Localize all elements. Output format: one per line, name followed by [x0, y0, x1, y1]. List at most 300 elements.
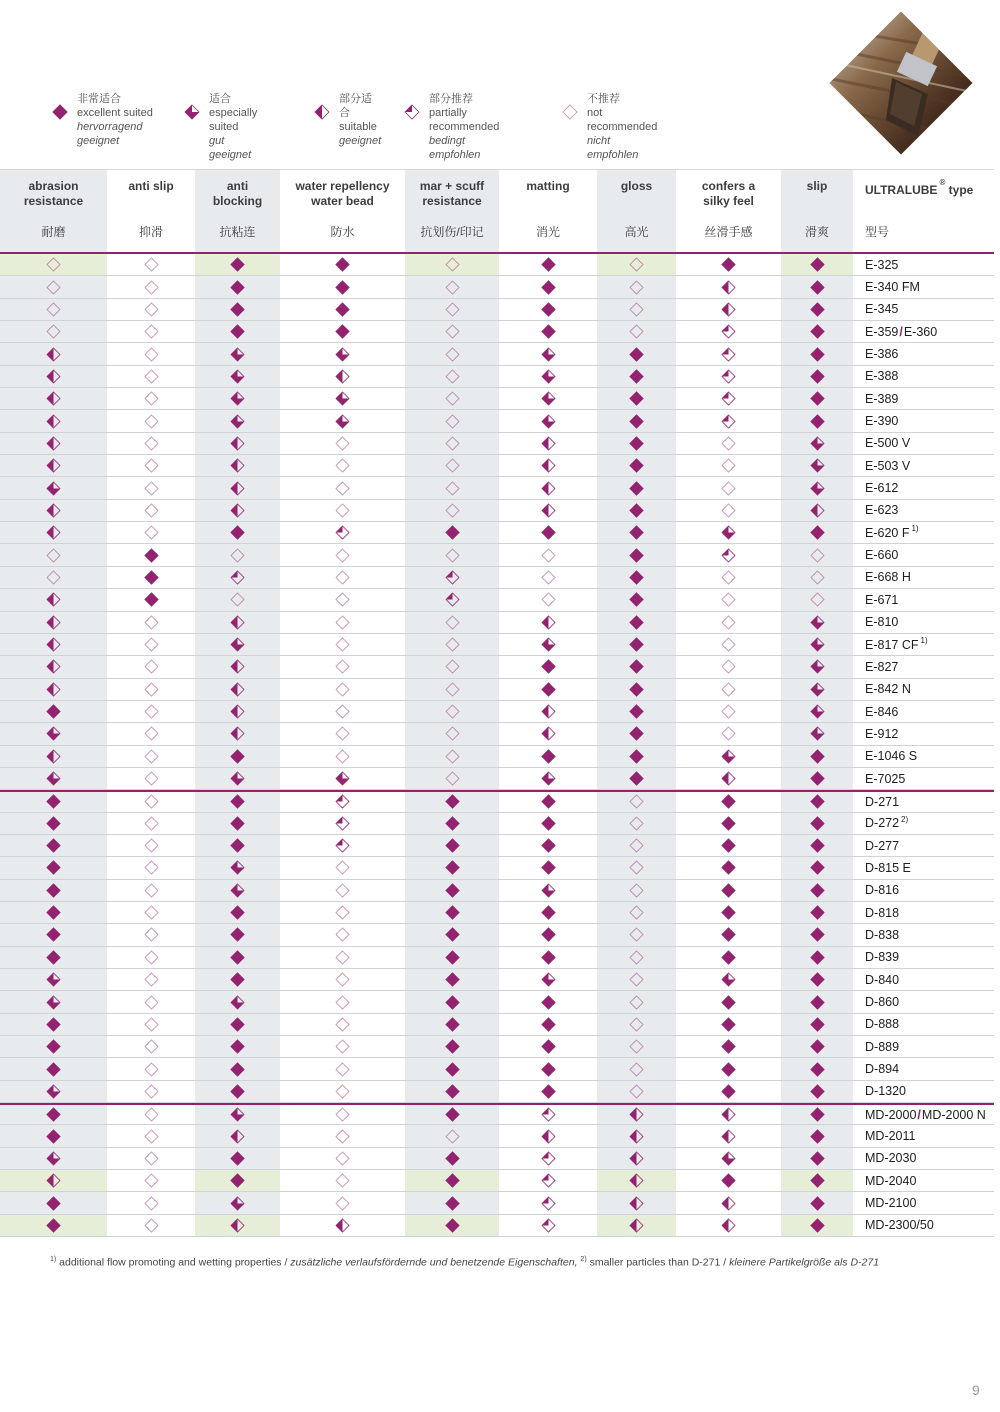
rating-cell	[781, 388, 853, 409]
full-diamond-icon	[445, 883, 460, 898]
rating-cell	[107, 455, 195, 476]
rating-cell	[781, 634, 853, 655]
table-row	[0, 276, 994, 298]
paintbrush-photo	[826, 8, 976, 158]
table-row	[0, 634, 994, 656]
empty-diamond-icon	[445, 704, 460, 719]
full-diamond-icon	[721, 927, 736, 942]
rating-cell	[0, 299, 107, 320]
empty-diamond-icon	[144, 1084, 159, 1099]
column-header	[499, 170, 597, 254]
half-diamond-icon	[46, 637, 61, 652]
rating-cell	[781, 1105, 853, 1124]
rating-cell	[0, 634, 107, 655]
empty-diamond-icon	[629, 995, 644, 1010]
empty-diamond-icon	[445, 1129, 460, 1144]
rating-cell	[0, 567, 107, 588]
rating-cell	[597, 433, 676, 454]
rating-cell	[107, 1215, 195, 1236]
empty-diamond-icon	[230, 592, 245, 607]
full-diamond-icon	[810, 1173, 825, 1188]
full-diamond-icon	[810, 995, 825, 1010]
rating-cell	[195, 902, 280, 923]
table-row	[0, 723, 994, 745]
rating-cell	[676, 991, 781, 1012]
rating-cell	[195, 299, 280, 320]
footnote	[50, 1256, 879, 1269]
half-diamond-icon	[46, 369, 61, 384]
rating-cell	[499, 947, 597, 968]
rating-cell	[781, 455, 853, 476]
rating-cell	[676, 321, 781, 342]
rating-cell	[676, 723, 781, 744]
rating-cell	[499, 500, 597, 521]
rating-cell	[280, 455, 405, 476]
half-diamond-icon	[721, 1218, 736, 1233]
full-diamond-icon	[810, 414, 825, 429]
full-diamond-icon	[541, 816, 556, 831]
half-diamond-icon	[541, 615, 556, 630]
rating-cell	[0, 746, 107, 767]
half-diamond-icon	[629, 1173, 644, 1188]
full-diamond-icon	[541, 794, 556, 809]
empty-diamond-icon	[230, 548, 245, 563]
quarter-diamond-icon	[721, 391, 736, 406]
rating-cell	[0, 433, 107, 454]
empty-diamond-icon	[629, 860, 644, 875]
rating-cell	[499, 254, 597, 275]
full-diamond-icon	[629, 525, 644, 540]
rating-cell	[781, 1125, 853, 1146]
rating-cell	[499, 612, 597, 633]
empty-diamond-icon	[629, 927, 644, 942]
full-diamond-icon	[721, 883, 736, 898]
rating-cell	[107, 969, 195, 990]
rating-cell	[781, 835, 853, 856]
empty-diamond-icon	[144, 637, 159, 652]
empty-diamond-icon	[144, 816, 159, 831]
rating-cell	[405, 589, 499, 610]
rating-cell	[597, 477, 676, 498]
product-type: E-810	[865, 615, 899, 630]
rating-cell	[781, 746, 853, 767]
rating-cell	[676, 388, 781, 409]
rating-cell	[195, 276, 280, 297]
rating-cell	[405, 1148, 499, 1169]
three-quarter-diamond-icon	[810, 458, 825, 473]
three-quarter-diamond-icon	[335, 347, 350, 362]
rating-cell	[676, 589, 781, 610]
full-diamond-icon	[810, 1129, 825, 1144]
empty-diamond-icon	[335, 1173, 350, 1188]
rating-cell	[499, 1192, 597, 1213]
rating-cell	[499, 835, 597, 856]
rating-cell	[499, 768, 597, 789]
column-header	[195, 170, 280, 254]
full-diamond-icon	[810, 1196, 825, 1211]
half-diamond-icon	[541, 1129, 556, 1144]
footnote-text-2: smaller particles than D-271 /	[586, 1256, 730, 1269]
rating-cell	[405, 1081, 499, 1102]
full-diamond-icon	[230, 1151, 245, 1166]
full-diamond-icon	[445, 1062, 460, 1077]
empty-diamond-icon	[810, 592, 825, 607]
half-diamond-icon	[46, 436, 61, 451]
legend-en: partially recommended	[429, 107, 500, 133]
full-diamond-icon	[230, 1017, 245, 1032]
legend-de: geeignet	[339, 135, 382, 147]
three-quarter-diamond-icon	[721, 1151, 736, 1166]
full-diamond-icon	[335, 324, 350, 339]
half-diamond-icon	[46, 414, 61, 429]
full-diamond-icon	[721, 838, 736, 853]
table-row	[0, 924, 994, 946]
product-type: E-325	[865, 257, 899, 272]
empty-diamond-icon	[445, 771, 460, 786]
rating-cell	[405, 567, 499, 588]
product-type: E-612	[865, 481, 899, 496]
product-type: E-827	[865, 659, 899, 674]
three-quarter-diamond-icon	[541, 883, 556, 898]
quarter-diamond-icon	[721, 414, 736, 429]
table-row	[0, 254, 994, 276]
table-row	[0, 1192, 994, 1214]
full-diamond-icon	[46, 1107, 61, 1122]
rating-cell	[597, 969, 676, 990]
full-diamond-icon	[445, 905, 460, 920]
rating-cell	[676, 656, 781, 677]
empty-diamond-icon	[445, 749, 460, 764]
rating-cell	[280, 433, 405, 454]
rating-cell	[597, 880, 676, 901]
empty-diamond-icon	[629, 972, 644, 987]
product-type: E-340 FM	[865, 280, 920, 295]
rating-cell	[280, 1105, 405, 1124]
empty-diamond-icon	[445, 280, 460, 295]
table-row	[0, 1125, 994, 1147]
half-diamond-icon	[629, 1218, 644, 1233]
full-diamond-icon	[46, 1017, 61, 1032]
half-diamond-icon	[230, 659, 245, 674]
rating-cell	[499, 746, 597, 767]
column-header	[405, 170, 499, 254]
full-diamond-icon	[230, 525, 245, 540]
full-diamond-icon	[810, 257, 825, 272]
rating-cell	[597, 388, 676, 409]
product-type: D-860	[865, 995, 900, 1010]
rating-cell	[195, 1148, 280, 1169]
rating-cell	[0, 902, 107, 923]
legend-en: especially suited	[209, 107, 258, 133]
rating-cell	[597, 746, 676, 767]
rating-cell	[405, 880, 499, 901]
full-diamond-icon	[810, 525, 825, 540]
empty-diamond-icon	[445, 257, 460, 272]
three-quarter-diamond-icon	[230, 391, 245, 406]
rating-cell	[676, 567, 781, 588]
rating-cell	[107, 477, 195, 498]
full-diamond-icon	[230, 1062, 245, 1077]
rating-cell	[597, 1215, 676, 1236]
rating-cell	[676, 1215, 781, 1236]
product-type: MD-2040	[865, 1173, 917, 1188]
empty-diamond-icon	[335, 503, 350, 518]
empty-diamond-icon	[629, 1062, 644, 1077]
full-diamond-icon	[629, 548, 644, 563]
rating-cell	[405, 679, 499, 700]
empty-diamond-icon	[721, 458, 736, 473]
rating-cell	[676, 768, 781, 789]
three-quarter-diamond-icon	[810, 436, 825, 451]
half-diamond-icon	[230, 503, 245, 518]
empty-diamond-icon	[335, 1039, 350, 1054]
half-diamond-icon	[629, 1151, 644, 1166]
product-type: MD-2000 / MD-2000 N	[865, 1107, 986, 1122]
half-diamond-icon	[230, 704, 245, 719]
rating-cell	[280, 880, 405, 901]
empty-diamond-icon	[46, 570, 61, 585]
product-type: E-660	[865, 548, 899, 563]
rating-cell	[676, 1170, 781, 1191]
full-diamond-icon	[810, 927, 825, 942]
empty-diamond-icon	[144, 1218, 159, 1233]
empty-diamond-icon	[445, 503, 460, 518]
rating-cell	[676, 924, 781, 945]
legend-en: not recommended	[587, 107, 658, 133]
column-header-en: water repellency water bead	[295, 179, 390, 208]
full-diamond-icon	[445, 972, 460, 987]
rating-cell	[499, 433, 597, 454]
rating-cell	[597, 813, 676, 834]
column-header-zh: 耐磨	[41, 225, 66, 239]
rating-cell	[195, 947, 280, 968]
empty-diamond-icon	[629, 905, 644, 920]
rating-cell	[195, 1036, 280, 1057]
rating-cell	[195, 321, 280, 342]
full-diamond-icon	[541, 525, 556, 540]
rating-cell	[195, 455, 280, 476]
footnote-text-1: additional flow promoting and wetting properties /	[56, 1256, 291, 1269]
column-header	[676, 170, 781, 254]
column-header	[781, 170, 853, 254]
rating-cell	[0, 410, 107, 431]
full-diamond-icon	[541, 324, 556, 339]
rating-cell	[676, 1125, 781, 1146]
product-type: MD-2100	[865, 1196, 917, 1211]
rating-cell	[597, 612, 676, 633]
rating-cell	[280, 924, 405, 945]
rating-cell	[107, 991, 195, 1012]
rating-cell	[405, 410, 499, 431]
rating-cell	[781, 991, 853, 1012]
rating-cell	[499, 1215, 597, 1236]
table-row	[0, 455, 994, 477]
empty-diamond-icon	[445, 414, 460, 429]
column-header	[597, 170, 676, 254]
full-diamond-icon	[721, 1039, 736, 1054]
rating-cell	[499, 1148, 597, 1169]
rating-cell	[676, 254, 781, 275]
empty-diamond-icon	[541, 548, 556, 563]
rating-cell	[405, 522, 499, 543]
rating-cell	[280, 366, 405, 387]
table-body	[0, 254, 994, 1237]
three-quarter-diamond-icon	[230, 347, 245, 362]
three-quarter-diamond-icon	[46, 771, 61, 786]
rating-cell	[597, 835, 676, 856]
three-quarter-diamond-icon	[230, 995, 245, 1010]
legend-de: gut geeignet	[209, 135, 252, 161]
rating-cell	[280, 388, 405, 409]
product-type: E-345	[865, 302, 899, 317]
half-diamond-icon	[541, 726, 556, 741]
full-diamond-icon	[721, 995, 736, 1010]
empty-diamond-icon	[144, 391, 159, 406]
rating-cell	[499, 679, 597, 700]
quarter-diamond-icon	[335, 794, 350, 809]
full-diamond-icon	[629, 682, 644, 697]
table-row	[0, 388, 994, 410]
empty-diamond-icon	[144, 860, 159, 875]
rating-cell	[405, 500, 499, 521]
rating-cell	[405, 701, 499, 722]
rating-cell	[499, 522, 597, 543]
column-header-en: anti blocking	[212, 179, 263, 208]
full-diamond-icon	[541, 280, 556, 295]
empty-diamond-icon	[335, 637, 350, 652]
empty-diamond-icon	[721, 481, 736, 496]
rating-cell	[676, 947, 781, 968]
rating-cell	[107, 857, 195, 878]
full-diamond-icon	[445, 838, 460, 853]
empty-diamond-icon	[335, 1107, 350, 1122]
rating-cell	[195, 1014, 280, 1035]
rating-cell	[405, 1192, 499, 1213]
rating-cell	[676, 366, 781, 387]
rating-cell	[499, 991, 597, 1012]
empty-diamond-icon	[144, 1107, 159, 1122]
rating-cell	[499, 1014, 597, 1035]
three-quarter-diamond-icon	[230, 369, 245, 384]
rating-cell	[0, 388, 107, 409]
full-diamond-icon	[810, 369, 825, 384]
rating-cell	[405, 612, 499, 633]
half-diamond-icon	[230, 726, 245, 741]
full-diamond-icon	[810, 1151, 825, 1166]
rating-cell	[195, 612, 280, 633]
empty-diamond-icon	[144, 749, 159, 764]
rating-cell	[195, 701, 280, 722]
product-type: E-386	[865, 347, 899, 362]
rating-cell	[676, 299, 781, 320]
empty-diamond-icon	[144, 615, 159, 630]
rating-cell	[781, 701, 853, 722]
rating-cell	[405, 656, 499, 677]
rating-cell	[781, 880, 853, 901]
rating-cell	[0, 656, 107, 677]
rating-cell	[107, 634, 195, 655]
three-quarter-diamond-icon	[230, 1196, 245, 1211]
rating-cell	[107, 880, 195, 901]
rating-cell	[405, 1170, 499, 1191]
rating-cell	[107, 947, 195, 968]
rating-cell	[107, 746, 195, 767]
rating-cell	[676, 679, 781, 700]
full-diamond-icon	[810, 950, 825, 965]
rating-cell	[499, 1081, 597, 1102]
rating-cell	[195, 254, 280, 275]
full-diamond-icon	[541, 905, 556, 920]
full-diamond-icon	[445, 995, 460, 1010]
rating-cell	[597, 299, 676, 320]
rating-cell	[781, 924, 853, 945]
rating-cell	[781, 612, 853, 633]
empty-diamond-icon	[445, 548, 460, 563]
product-type: E-817 CF $^{1)}$	[865, 636, 928, 652]
product-type: D-271	[865, 794, 900, 809]
half-diamond-icon	[721, 1129, 736, 1144]
rating-cell	[0, 1192, 107, 1213]
rating-cell	[781, 433, 853, 454]
column-header-en: gloss	[620, 179, 653, 193]
rating-cell	[781, 276, 853, 297]
rating-cell	[676, 544, 781, 565]
three-quarter-diamond-icon	[46, 995, 61, 1010]
rating-cell	[597, 254, 676, 275]
rating-cell	[405, 299, 499, 320]
rating-cell	[676, 1105, 781, 1124]
rating-cell	[107, 276, 195, 297]
quarter-diamond-icon	[541, 1151, 556, 1166]
rating-cell	[195, 1058, 280, 1079]
rating-cell	[405, 902, 499, 923]
product-type: D-272 $^{2)}$	[865, 814, 909, 831]
full-diamond-icon	[46, 1062, 61, 1077]
rating-cell	[499, 969, 597, 990]
empty-diamond-icon	[335, 726, 350, 741]
empty-diamond-icon	[144, 525, 159, 540]
empty-diamond-icon	[144, 927, 159, 942]
table-row	[0, 1103, 994, 1125]
empty-diamond-icon	[721, 615, 736, 630]
full-diamond-icon	[810, 905, 825, 920]
table-row	[0, 343, 994, 365]
rating-cell	[195, 679, 280, 700]
product-type: MD-2300/50	[865, 1218, 934, 1233]
rating-cell	[195, 1081, 280, 1102]
full-diamond-icon	[810, 391, 825, 406]
empty-diamond-icon	[144, 1173, 159, 1188]
three-quarter-diamond-icon	[230, 637, 245, 652]
empty-diamond-icon	[144, 726, 159, 741]
empty-diamond-icon	[629, 324, 644, 339]
empty-diamond-icon	[144, 905, 159, 920]
column-header-zh: 丝滑手感	[704, 225, 753, 239]
empty-diamond-icon	[144, 458, 159, 473]
half-diamond-icon	[46, 391, 61, 406]
half-diamond-icon	[230, 481, 245, 496]
legend-item-especially	[184, 92, 257, 162]
rating-cell	[0, 947, 107, 968]
rating-cell	[107, 1058, 195, 1079]
empty-diamond-icon	[445, 481, 460, 496]
rating-cell	[676, 1036, 781, 1057]
rating-cell	[107, 410, 195, 431]
rating-cell	[195, 835, 280, 856]
table-row	[0, 477, 994, 499]
rating-cell	[676, 1148, 781, 1169]
empty-diamond-icon	[335, 548, 350, 563]
